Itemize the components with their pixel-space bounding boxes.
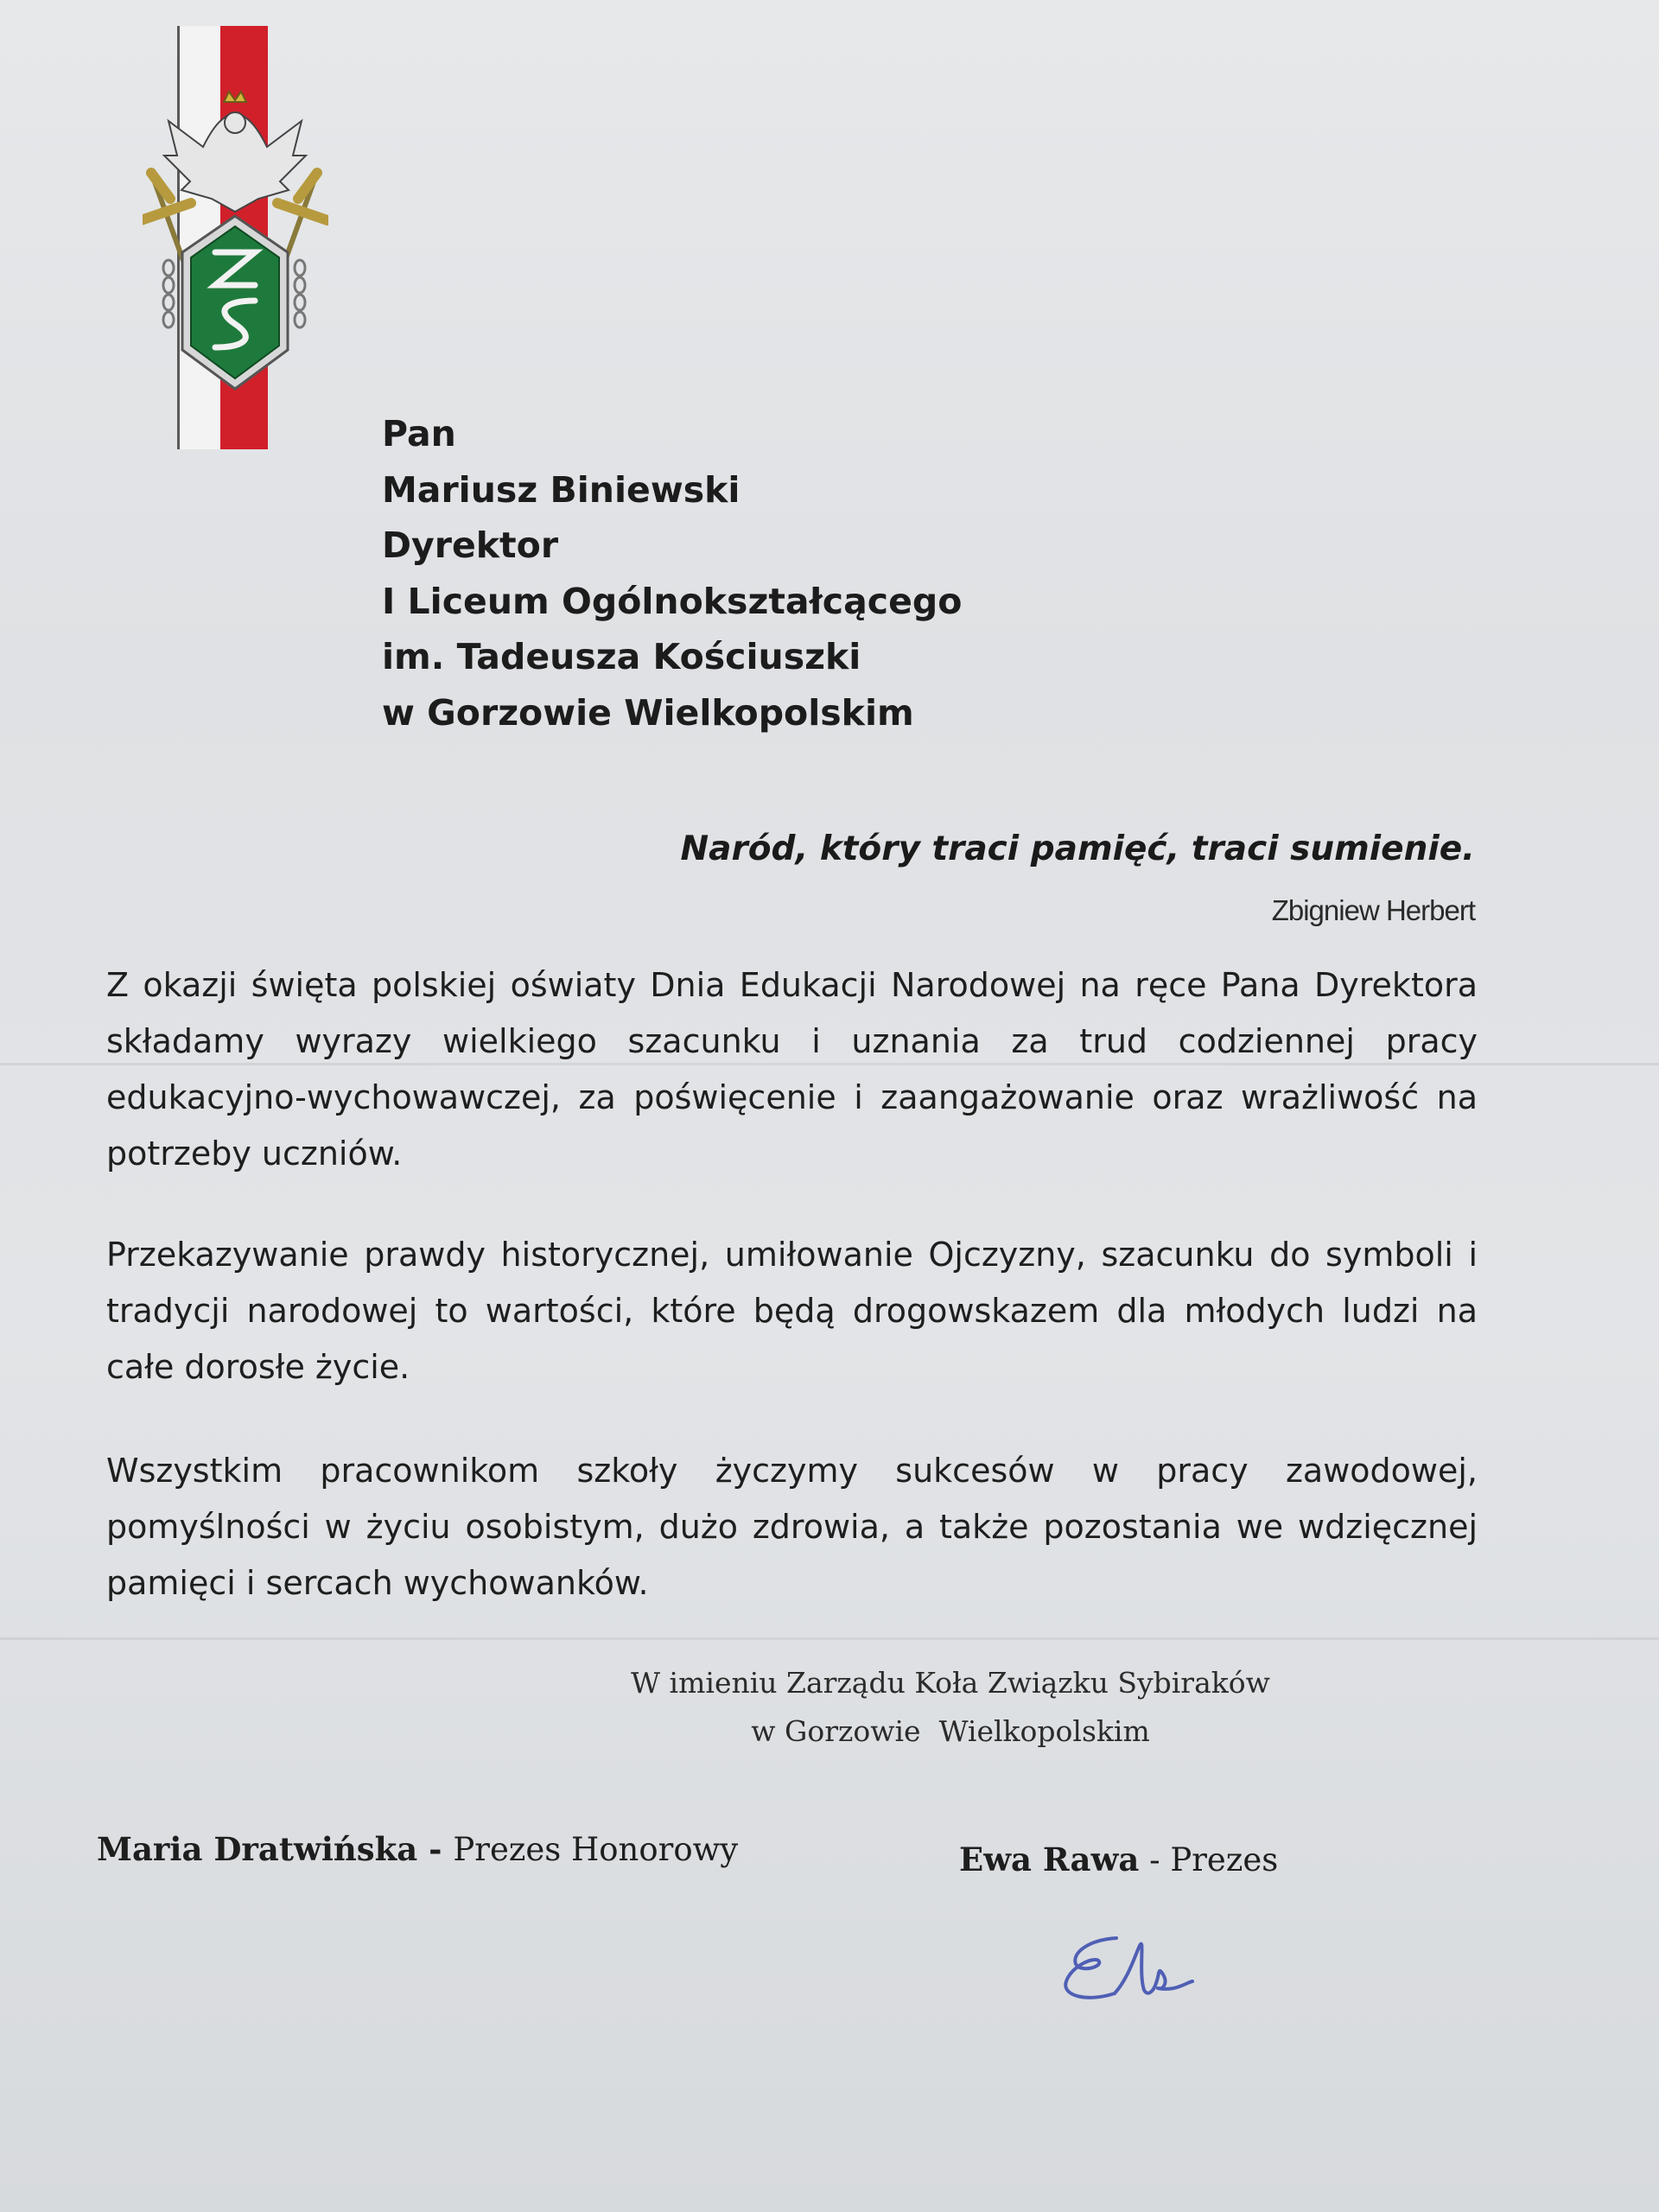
recipient-school: I Liceum Ogólnokształcącego xyxy=(382,580,963,622)
closing-line-2: w Gorzowie Wielkopolskim xyxy=(751,1714,1150,1748)
body-paragraph-3: Wszystkim pracownikom szkoły życzymy sukcesów w pracy zawodowej, pomyślności w życiu osobistym, dużo zdrowia, a także pozostania we wdzięcznej pamięci i sercach wychowanków. xyxy=(106,1452,1478,1602)
organization-emblem-icon xyxy=(143,26,328,454)
closing-block xyxy=(622,1659,1279,1756)
recipient-name: Mariusz Biniewski xyxy=(382,468,741,511)
recipient-school-patron: im. Tadeusza Kościuszki xyxy=(382,636,861,677)
recipient-title: Dyrektor xyxy=(382,524,559,566)
closing-line-1: W imieniu Zarządu Koła Związku Sybiraków xyxy=(631,1666,1270,1700)
signatory-separator: - xyxy=(1139,1841,1171,1878)
recipient-address xyxy=(382,406,962,741)
signatory-name: Ewa Rawa xyxy=(959,1840,1140,1878)
signatory-role: Prezes Honorowy xyxy=(453,1831,739,1868)
body-paragraph-1: Z okazji święta polskiej oświaty Dnia Edukacji Narodowej na ręce Pana Dyrektora składamy wyrazy wielkiego szacunku i uznania za trud codziennej pracy edukacyjno-wychowawczej, za poświęcenie i zaangażowanie oraz wrażliwość na potrzeby uczniów. xyxy=(106,966,1478,1173)
signatory-role: Prezes xyxy=(1170,1841,1279,1878)
paper-fold-line xyxy=(0,1637,1659,1640)
signatory-honorary-president xyxy=(97,1830,738,1868)
signatory-name: Maria Dratwińska xyxy=(97,1830,418,1868)
body-paragraph-2: Przekazywanie prawdy historycznej, umiłowanie Ojczyzny, szacunku do symboli i tradycji narodowej to wartości, które będą drogowskazem dla młodych ludzi na całe dorosłe życie. xyxy=(106,1236,1478,1386)
motto-author: Zbigniew Herbert xyxy=(1271,894,1475,926)
signatory-separator: - xyxy=(417,1830,454,1868)
recipient-city: w Gorzowie Wielkopolskim xyxy=(382,691,914,734)
handwritten-signature-icon xyxy=(1054,1914,1210,2018)
recipient-salutation: Pan xyxy=(382,413,456,454)
signatory-president xyxy=(959,1840,1278,1878)
motto-quote: Naród, który traci pamięć, traci sumienie. xyxy=(680,830,1475,868)
